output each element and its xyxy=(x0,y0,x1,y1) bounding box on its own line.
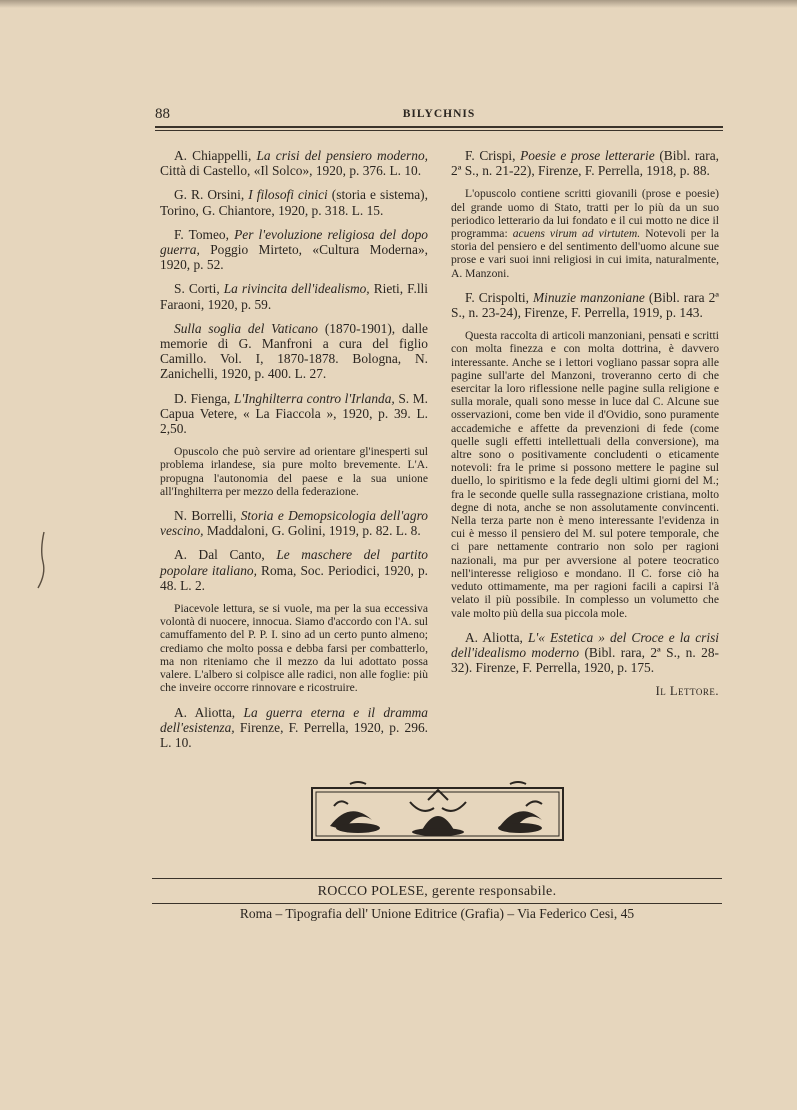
page-top-edge xyxy=(0,0,797,8)
responsible-manager: ROCCO POLESE, gerente responsabile. xyxy=(317,884,557,899)
footer-rule xyxy=(152,878,722,879)
bibliography-entry: D. Fienga, L'Inghilterra contro l'Irlanda, S. M. Capua Vetere, « La Fiaccola », 1920, p. 39. L. 2,50. xyxy=(160,390,428,437)
review-note: Questa raccolta di articoli manzoniani, pensati e scritti con molta finezza e con molta dottrina, è davvero interessante. Anche se i lettori vogliano passar sopra alle pagine sull'arte del Manzoni, troveranno certo di che esercitar la loro riflessione nelle pagine sulla religione e sulla morale, quali sono messe in luce dal C. Alcune sue osservazioni, come ben vide il d'Ovidio, sono puramente accademiche e affette da prevenzioni di fede (come quelle sugli effetti intellettuali della conversione), ma altre sono o positivamente concludenti o eticamente notevoli: fra le prime si possono mettere le pagine sul duello, lo spiritismo e la fede degli ultimi giorni del M.; fra le seconde quelle sulla rassegnazione cristiana, molto degne di nota, anche se non assolutamente convincenti. Nella terza parte non è meno interessante l'evidenza in cui è messo il pensiero del M. sul potere temporale, che ci pare nettamente contrario non solo per ragioni nazionali, ma pur per avversione al potere teocratico nell'interesse religioso e mondano. Il C. forse ciò ha veduto ottimamente, ma per ragioni facili a capirsi l'à velato il più possibile. In complesso un volumetto che vale molto più della sua piccola mole. xyxy=(451,329,719,620)
bibliography-entry: A. Aliotta, L'« Estetica » del Croce e la crisi dell'idealismo moderno (Bibl. rara, 2ª S., n. 28-32). Firenze, F. Perrella, 1920, p. 175. xyxy=(451,629,719,676)
printer-imprint: Roma – Tipografia dell' Unione Editrice (Grafia) – Via Federico Cesi, 45 xyxy=(239,906,635,921)
bibliography-entry: N. Borrelli, Storia e Demopsicologia dell'agro vescino, Maddaloni, G. Golini, 1919, p. 82. L. 8. xyxy=(160,508,428,539)
page-number: 88 xyxy=(155,106,170,122)
bibliography-entry: Sulla soglia del Vaticano (1870-1901), dalle memorie di G. Manfroni a cura del figlio Camillo. Vol. I, 1870-1878. Bologna, N. Zanichelli, 1920, p. 400. L. 27. xyxy=(160,320,428,382)
bibliography-entry: A. Chiappelli, La crisi del pensiero moderno, Città di Castello, «Il Solco», 1920, p. 376. L. 10. xyxy=(160,148,428,179)
bibliography-entry: A. Aliotta, La guerra eterna e il dramma dell'esistenza, Firenze, F. Perrella, 1920, p. 296. L. 10. xyxy=(160,704,428,750)
review-note: L'opuscolo contiene scritti giovanili (prose e poesie) del grande uomo di Stato, tratti per lo più da un suo periodico letterario da lui fondato e il cui motto ne dice il programma: acuens virum ad virtutem. Notevoli per la storia del pensiero e del sentimento dell'uomo alcune sue prose e vari suoi inni religiosi in cui imita, naturalmente, A. Manzoni. xyxy=(451,187,719,280)
bibliography-entry: S. Corti, La rivincita dell'idealismo, Rieti, F.lli Faraoni, 1920, p. 59. xyxy=(160,281,428,312)
review-note: Opuscolo che può servire ad orientare gl'inesperti sul problema irlandese, sia pure molto brevemente. L'A. propugna l'autonomia del paese e la sua unione all'Inghilterra per mezzo della federazione. xyxy=(160,445,428,498)
bibliography-entry: F. Crispi, Poesie e prose letterarie (Bibl. rara, 2ª S., n. 21-22), Firenze, F. Perrella, 1918, p. 88. xyxy=(451,148,719,179)
bibliography-entry: F. Tomeo, Per l'evoluzione religiosa del dopo guerra, Poggio Mirteto, «Cultura Moderna», 1920, p. 52. xyxy=(160,226,428,273)
margin-pencil-mark xyxy=(34,530,48,590)
journal-title: BILYCHNIS xyxy=(402,108,476,120)
left-column xyxy=(160,148,428,759)
bibliography-entry: F. Crispolti, Minuzie manzoniane (Bibl. rara 2ª S., n. 23-24), Firenze, F. Perrella, 1919, p. 143. xyxy=(451,289,719,321)
bibliography-entry: A. Dal Canto, Le maschere del partito popolare italiano, Roma, Soc. Periodici, 1920, p. 48. L. 2. xyxy=(160,547,428,593)
right-column xyxy=(451,148,719,700)
running-head xyxy=(155,106,723,126)
header-rule xyxy=(155,126,723,131)
decorative-lamp-ornament xyxy=(310,780,565,846)
reviewer-signature: Il Lettore. xyxy=(655,684,719,699)
footer-rule xyxy=(152,903,722,904)
bibliography-entry: G. R. Orsini, I filosofi cinici (storia e sistema), Torino, G. Chiantore, 1920, p. 318. L. 15. xyxy=(160,187,428,218)
review-note: Piacevole lettura, se si vuole, ma per la sua eccessiva volontà di nuocere, innocua. Siamo d'accordo con l'A. sul camuffamento del P. P. I. sino ad un certo punto almeno; crediamo che molto possa e debba farsi per combatterlo, ma non riteniamo che il mezzo da lui adottato possa valere. L'albero si colpisce alle radici, non alle foglie: più che inveire occorre rinnovare e ricostruire. xyxy=(160,602,428,695)
